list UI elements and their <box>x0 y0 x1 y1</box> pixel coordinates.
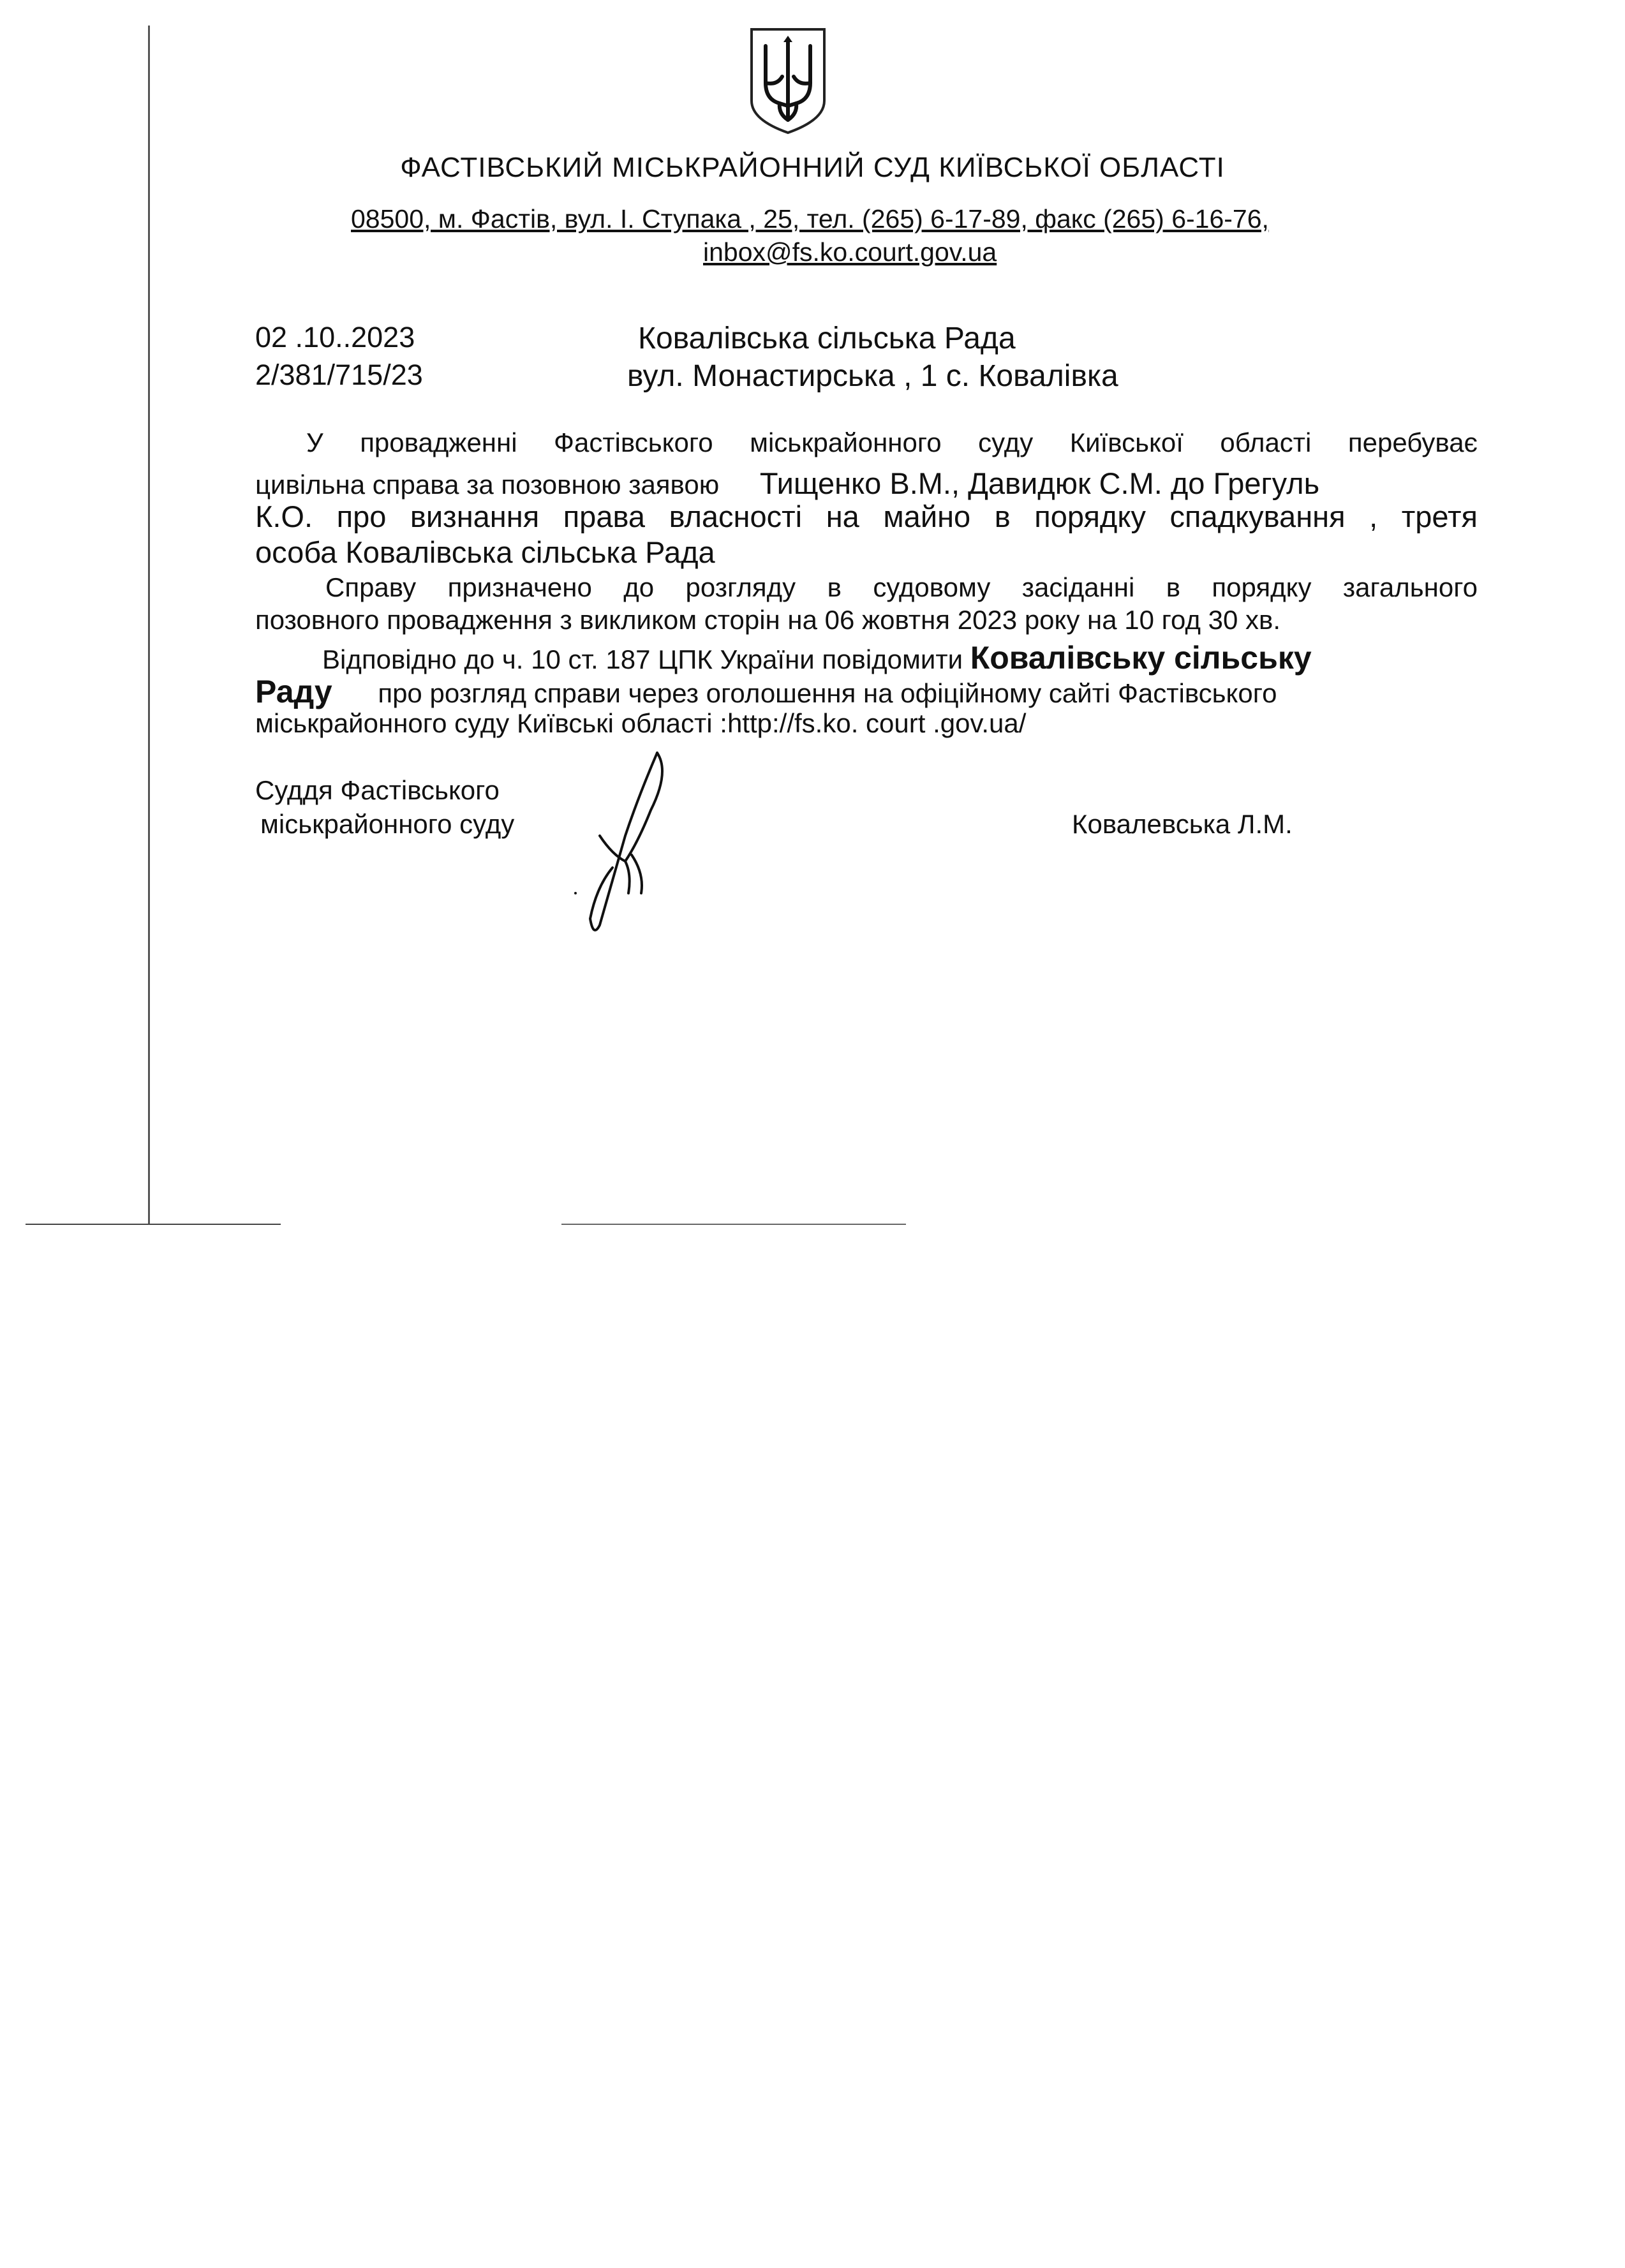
court-address: 08500, м. Фастів, вул. І. Ступака , 25, тел. (265) 6-17-89, факс (265) 6-16-76, <box>351 204 1269 233</box>
page-margin-line <box>148 26 150 1225</box>
letter-date: 02 .10..2023 <box>255 321 415 353</box>
body-p3-line1 <box>322 639 1312 676</box>
body-p1-line3: К.О. про визнання права власності на майно в порядку спадкування , третя <box>255 500 1478 533</box>
body-p1-line4: особа Ковалівська сільська Рада <box>255 535 715 569</box>
body-p2-line1: Справу призначено до розгляду в судовому засіданні в порядку загального <box>325 572 1478 602</box>
body-p3-line3: міськрайонного суду Київські області :http://fs.ko. court .gov.ua/ <box>255 708 1027 738</box>
handwritten-signature <box>561 746 683 938</box>
recipient-name: Ковалівська сільська Рада <box>638 322 1016 355</box>
coat-of-arms-icon <box>746 24 829 136</box>
court-email: inbox@fs.ko.court.gov.ua <box>703 237 997 267</box>
letter-ref-number: 2/381/715/23 <box>255 359 423 391</box>
court-title: ФАСТІВСЬКИЙ МІСЬКРАЙОННИЙ СУД КИЇВСЬКОЇ ОБЛАСТІ <box>400 152 1225 183</box>
bottom-rule-right <box>561 1224 906 1225</box>
judge-name: Ковалевська Л.М. <box>1072 809 1293 839</box>
bottom-rule-left <box>26 1224 281 1225</box>
body-p3-line2-b: про розгляд справи через оголошення на офіційному сайті Фастівського <box>378 678 1277 708</box>
body-p3-line1-bold: Ковалівську сільську <box>970 640 1312 676</box>
judge-title-line2: міськрайонного суду <box>260 809 515 839</box>
body-p1-line2 <box>255 466 1319 501</box>
body-p1-line1: У провадженні Фастівського міськрайонного суду Київської області перебуває <box>306 427 1478 457</box>
body-p3-line2-bold: Раду <box>255 674 332 709</box>
body-p1-line2-b: Тищенко В.М., Давидюк С.М. до Грегуль <box>759 466 1320 500</box>
recipient-address: вул. Монастирська , 1 с. Ковалівка <box>627 359 1118 393</box>
body-p3-line2 <box>255 673 1277 710</box>
body-p1-line2-a: цивільна справа за позовною заявою <box>255 470 720 500</box>
body-p3-line1-a: Відповідно до ч. 10 ст. 187 ЦПК України повідомити <box>322 644 963 674</box>
body-p2-line2: позовного провадження з викликом сторін на 06 жовтня 2023 року на 10 год 30 хв. <box>255 605 1281 635</box>
judge-title-line1: Суддя Фастівського <box>255 775 500 805</box>
